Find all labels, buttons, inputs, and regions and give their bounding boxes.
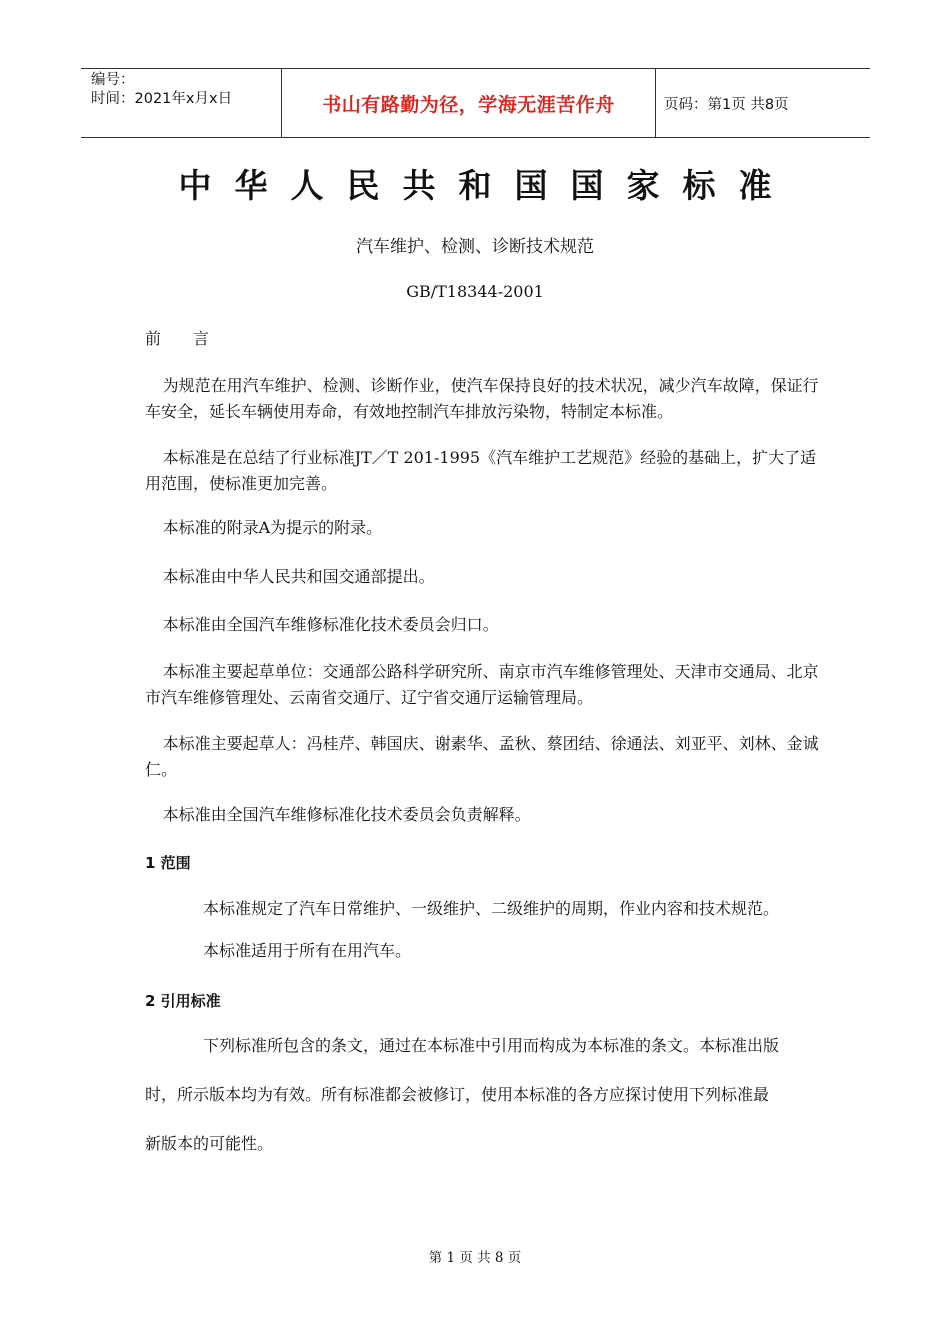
section-2-line: 下列标准所包含的条文，通过在本标准中引用而构成为本标准的条文。本标准出版 [203, 1036, 780, 1055]
time-label: 时间：2021年x月x日 [91, 91, 233, 107]
header-motto-cell [281, 69, 656, 137]
document-subtitle: 汽车维护、检测、诊断技术规范 [356, 237, 594, 257]
motto-text: 书山有路勤为径，学海无涯苦作舟 [322, 93, 615, 116]
section-2-line: 时，所示版本均为有效。所有标准都会被修订，使用本标准的各方应探讨使用下列标准最 [145, 1085, 770, 1104]
paragraph: 本标准由全国汽车维修标准化技术委员会负责解释。 [162, 805, 531, 824]
paragraph: 本标准是在总结了行业标准JT／T 201-1995《汽车维护工艺规范》经验的基础上，扩大了适用范围，使标准更加完善。 [145, 448, 817, 493]
paragraph: 本标准由全国汽车维修标准化技术委员会归口。 [162, 615, 499, 634]
section-1-heading: 1 范围 [145, 854, 191, 872]
section-1-paragraph: 本标准规定了汽车日常维护、一级维护、二级维护的周期，作业内容和技术规范。 [203, 899, 780, 918]
header-page-info: 页码：第1页 共8页 [664, 96, 789, 113]
paragraph: 本标准主要起草人：冯桂芹、韩国庆、谢素华、孟秋、蔡团结、徐通法、刘亚平、刘林、金诚仁。 [145, 734, 819, 779]
section-1-paragraph: 本标准适用于所有在用汽车。 [203, 941, 412, 960]
paragraph: 本标准由中华人民共和国交通部提出。 [162, 567, 435, 586]
foreword-heading: 前 言 [145, 329, 210, 348]
document-title: 中华人民共和国国家标准 [178, 166, 795, 205]
header-meta [81, 69, 281, 137]
section-2-line: 新版本的可能性。 [145, 1134, 274, 1153]
paragraph: 本标准主要起草单位：交通部公路科学研究所、南京市汽车维修管理处、天津市交通局、北京市汽车维修管理处、云南省交通厅、辽宁省交通厅运输管理局。 [145, 662, 819, 707]
page-footer: 第 1 页 共 8 页 [428, 1250, 522, 1266]
section-2-heading: 2 引用标准 [145, 992, 221, 1010]
paragraph: 本标准的附录A为提示的附录。 [162, 518, 383, 537]
document-header [81, 68, 870, 138]
standard-code: GB/T18344-2001 [406, 282, 544, 301]
number-label: 编号： [91, 72, 135, 88]
paragraph: 为规范在用汽车维护、检测、诊断作业，使汽车保持良好的技术状况，减少汽车故障，保证行车安全，延长车辆使用寿命，有效地控制汽车排放污染物，特制定本标准。 [145, 376, 819, 421]
